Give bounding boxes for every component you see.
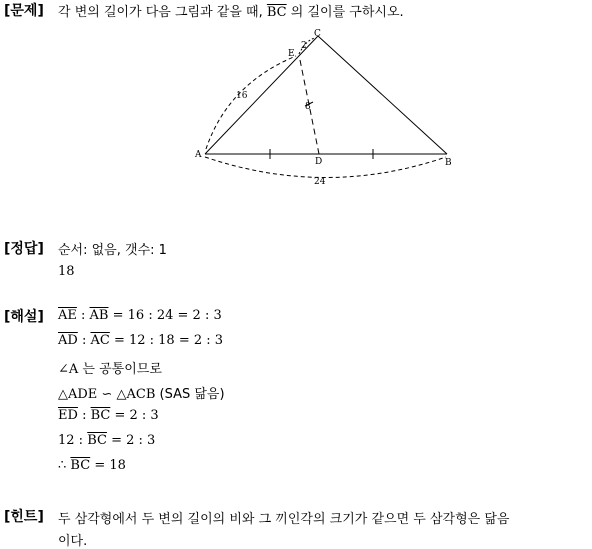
question-after: 의 길이를 구하시오. <box>290 5 404 20</box>
explanation-line-4 <box>58 383 225 402</box>
explanation-line-3 <box>58 358 162 377</box>
final-result: = 18 <box>94 458 126 473</box>
question-before: 각 변의 길이가 다음 그림과 같을 때, <box>58 5 263 20</box>
ratio-2: = 12 : 18 = 2 : 3 <box>113 333 224 348</box>
segment-bc-2: $\overline{BC}$ <box>90 408 111 423</box>
segment-ac: $\overline{AC}$ <box>90 333 110 348</box>
triangle-figure <box>188 26 463 191</box>
hint-line-1: 두 삼각형에서 두 변의 길이의 비와 그 끼인각의 크기가 같으면 두 삼각형은 닮음 <box>58 512 510 527</box>
explanation-line-6 <box>58 433 155 448</box>
explanation-label: [해설] <box>4 309 44 325</box>
triangle-ade: △ADE <box>58 387 98 402</box>
common-angle-text: 는 공통이므로 <box>82 362 162 377</box>
hint-line-2: 이다. <box>58 534 88 549</box>
segment-ab: $\overline{AB}$ <box>89 308 109 323</box>
problem-text <box>58 1 404 20</box>
length-ec-label: 2 <box>301 41 307 51</box>
segment-bc: $\overline{BC}$ <box>266 5 287 20</box>
twelve-ratio: 12 : <box>58 433 84 448</box>
length-ed-label: 8 <box>305 102 311 112</box>
sas-similarity: (SAS 닮음) <box>159 387 225 402</box>
answer-meta: 순서: 없음, 갯수: 1 <box>58 243 167 258</box>
segment-ac-line <box>205 36 318 154</box>
arc-ab <box>205 157 446 178</box>
hint-label: [힌트] <box>4 509 44 525</box>
explanation-line-5: $\overline{ED}$ : $\overline{BC} = 2$ : 3 <box>58 408 159 423</box>
therefore-symbol: ∴ <box>58 458 67 473</box>
point-d-label: D <box>315 157 323 167</box>
segment-ad: $\overline{AD}$ <box>58 333 78 348</box>
length-ae-label: 16 <box>236 91 248 101</box>
triangle-acb: △ACB <box>116 387 156 402</box>
segment-ed: $\overline{ED}$ <box>58 408 78 423</box>
ratio-5: = 2 : 3 <box>114 408 159 423</box>
similar-symbol: ∽ <box>101 387 113 402</box>
segment-bc-line <box>318 36 447 154</box>
ratio-1: = 16 : 24 = 2 : 3 <box>112 308 222 323</box>
point-b-label: B <box>445 158 452 168</box>
segment-bc-3: $\overline{BC}$ <box>87 433 107 448</box>
explanation-line-2: $\overline{AD}$ : $\overline{AC} = 12$ : 18 = 2 : 3 <box>58 333 224 348</box>
arc-ae <box>206 56 296 149</box>
explanation-line-7 <box>58 458 126 473</box>
point-e-label: E <box>288 49 295 59</box>
answer-value: 18 <box>58 264 75 279</box>
point-a-label: A <box>195 150 202 160</box>
explanation-line-1: $\overline{AE}$ : $\overline{AB} = 16$ : 24 = 2 : 3 <box>58 308 222 323</box>
point-c-label: C <box>314 29 321 39</box>
length-ab-label: 24 <box>314 177 326 187</box>
segment-ae: $\overline{AE}$ <box>58 308 77 323</box>
ratio-6: = 2 : 3 <box>111 433 156 448</box>
problem-label: [문제] <box>4 3 44 19</box>
answer-label: [정답] <box>4 241 44 257</box>
angle-a: ∠A <box>58 362 79 377</box>
segment-bc-4: $\overline{BC}$ <box>70 458 91 473</box>
